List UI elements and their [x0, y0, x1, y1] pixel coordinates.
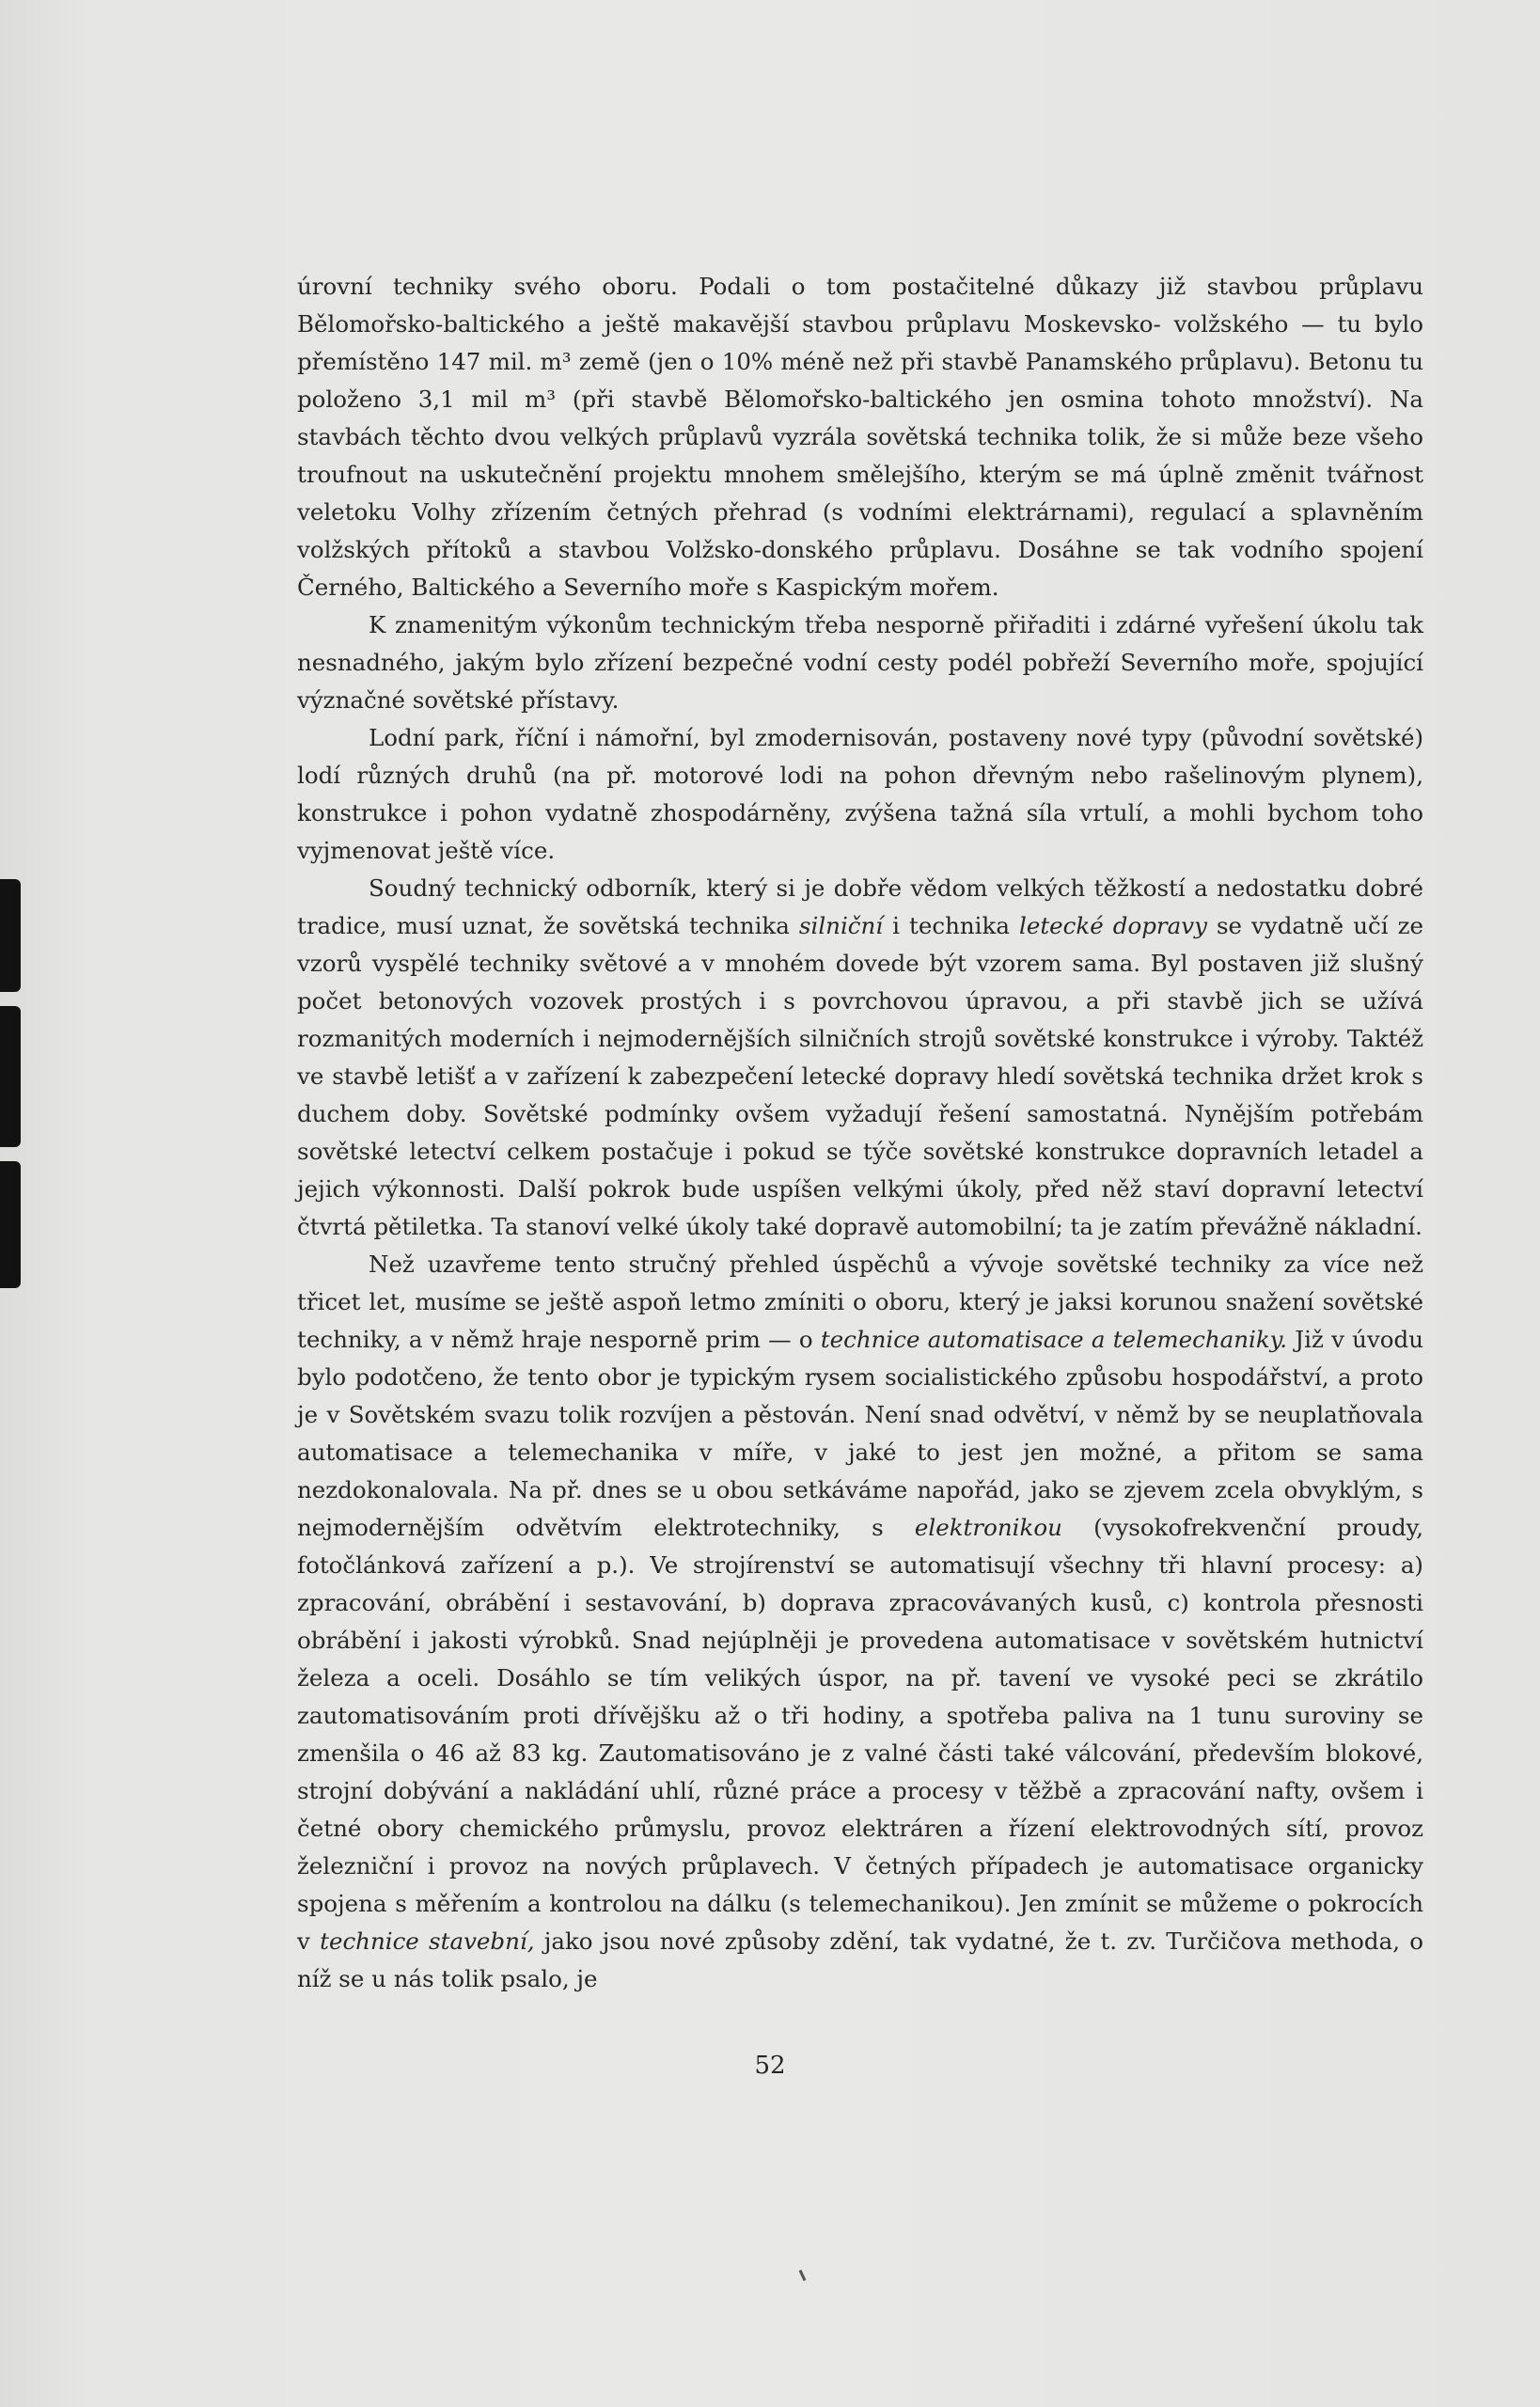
binding-clip — [0, 1161, 21, 1288]
italic-term: silniční — [798, 912, 884, 939]
text-run: Lodní park, říční i námořní, byl zmodernisován, postaveny nové typy (původní sovětské) lodí různých druhů (na př. motorové lodi na pohon dřevným nebo rašelinovým plynem), konstrukce i pohon vydatně zhospodárněny, zvýšena tažná síla vrtulí, a mohli bychom toho vyjmenovat ještě více. — [297, 724, 1423, 864]
paragraph — [297, 268, 1423, 606]
page-number: 52 — [754, 2052, 786, 2080]
ink-mark — [799, 2270, 807, 2281]
text-run: Než uzavřeme tento stručný přehled úspěchů a vývoje sovětské techniky za více než třicet let, musíme se ještě aspoň letmo zmíniti o oboru, který je jaksi korunou snažení sovětské techniky, a v němž hraje nesporně prim — o — [297, 1251, 1423, 1353]
text-run: (vysokofrekvenční proudy, fotočlánková zařízení a p.). Ve strojírenství se automatisují všechny tři hlavní procesy: a) zpracování, obrábění i sestavování, b) doprava zpracovávaných kusů, c) kontrola přesnosti obrábění i jakosti výrobků. Snad nejúplněji je provedena automatisace v sovětském hutnictví železa a oceli. Dosáhlo se tím velikých úspor, na př. tavení ve vysoké peci se zkrátilo zautomatisováním proti dřívějšku až o tři hodiny, a spotřeba paliva na 1 tunu suroviny se zmenšila o 46 až 83 kg. Zautomatisováno je z valné části také válcování, především blokové, strojní dobývání a nakládání uhlí, různé práce a procesy v těžbě a zpracování nafty, ovšem i četné obory chemického průmyslu, provoz elektráren a řízení elektrovodných sítí, provoz železniční i provoz na nových průplavech. V četných případech je automatisace organicky spojena s měřením a kontrolou na dálku (s telemechanikou). Jen zmínit se můžeme o pokrocích v — [297, 1514, 1423, 1955]
text-run: i technika — [883, 912, 1019, 939]
italic-term: technice stavební, — [320, 1927, 535, 1955]
binding-clip — [0, 1006, 21, 1147]
italic-term: elektronikou — [914, 1514, 1062, 1541]
text-run: Soudný technický odborník, který si je dobře vědom velkých těžkostí a nedostatku dobré tradice, musí uznat, že sovětská technika — [297, 874, 1423, 939]
text-run: jako jsou nové způsoby zdění, tak vydatné, že t. zv. Turčičova methoda, o níž se u nás tolik psalo, je — [297, 1927, 1423, 1992]
binding-clip — [0, 879, 21, 992]
body-text — [297, 268, 1423, 1998]
italic-term: technice automatisace a telemechaniky. — [820, 1326, 1288, 1353]
paragraph — [297, 719, 1423, 870]
text-run: úrovní techniky svého oboru. Podali o tom postačitelné důkazy již stavbou průplavu Bělomořsko-baltického a ještě makavější stavbou průplavu Moskevsko- volžského — tu bylo přemístěno 147 mil. m³ země (jen o 10% méně než při stavbě Panamského průplavu). Betonu tu položeno 3,1 mil m³ (při stavbě Bělomořsko-baltického jen osmina tohoto množství). Na stavbách těchto dvou velkých průplavů vyzrála sovětská technika tolik, že si může beze všeho troufnout na uskutečnění projektu mnohem smělejšího, kterým se má úplně změnit tvářnost veletoku Volhy zřízením četných přehrad (s vodními elektrárnami), regulací a splavněním volžských přítoků a stavbou Volžsko-donského průplavu. Dosáhne se tak vodního spojení Černého, Baltického a Severního moře s Kaspickým mořem. — [297, 273, 1423, 601]
paragraph — [297, 1246, 1423, 1998]
paragraph — [297, 606, 1423, 719]
text-run: Již v úvodu bylo podotčeno, že tento obor je typickým rysem socialistického způsobu hospodářství, a proto je v Sovětském svazu tolik rozvíjen a pěstován. Není snad odvětví, v němž by se neuplatňovala automatisace a telemechanika v míře, v jaké to jest jen možné, a přitom se sama nezdokonalovala. Na př. dnes se u obou setkáváme napořád, jako se zjevem zcela obvyklým, s nejmodernějším odvětvím elektrotechniky, s — [297, 1326, 1423, 1541]
text-run: K znamenitým výkonům technickým třeba nesporně přiřaditi i zdárné vyřešení úkolu tak nesnadného, jakým bylo zřízení bezpečné vodní cesty podél pobřeží Severního moře, spojující význačné sovětské přístavy. — [297, 611, 1423, 714]
paragraph — [297, 870, 1423, 1246]
text-run: se vydatně učí ze vzorů vyspělé techniky světové a v mnohém dovede být vzorem sama. Byl postaven již slušný počet betonových vozovek prostých i s povrchovou úpravou, a při stavbě jich se užívá rozmanitých moderních i nejmodernějších silničních strojů sovětské konstrukce i výroby. Taktéž ve stavbě letišť a v zařízení k zabezpečení letecké dopravy hledí sovětská technika držet krok s duchem doby. Sovětské podmínky ovšem vyžadují řešení samostatná. Nynějším potřebám sovětské letectví celkem postačuje i pokud se týče sovětské konstrukce dopravních letadel a jejich výkonnosti. Další pokrok bude uspíšen velkými úkoly, před něž staví dopravní letectví čtvrtá pětiletka. Ta stanoví velké úkoly také dopravě automobilní; ta je zatím převážně nákladní. — [297, 912, 1423, 1240]
italic-term: letecké dopravy — [1019, 912, 1207, 939]
